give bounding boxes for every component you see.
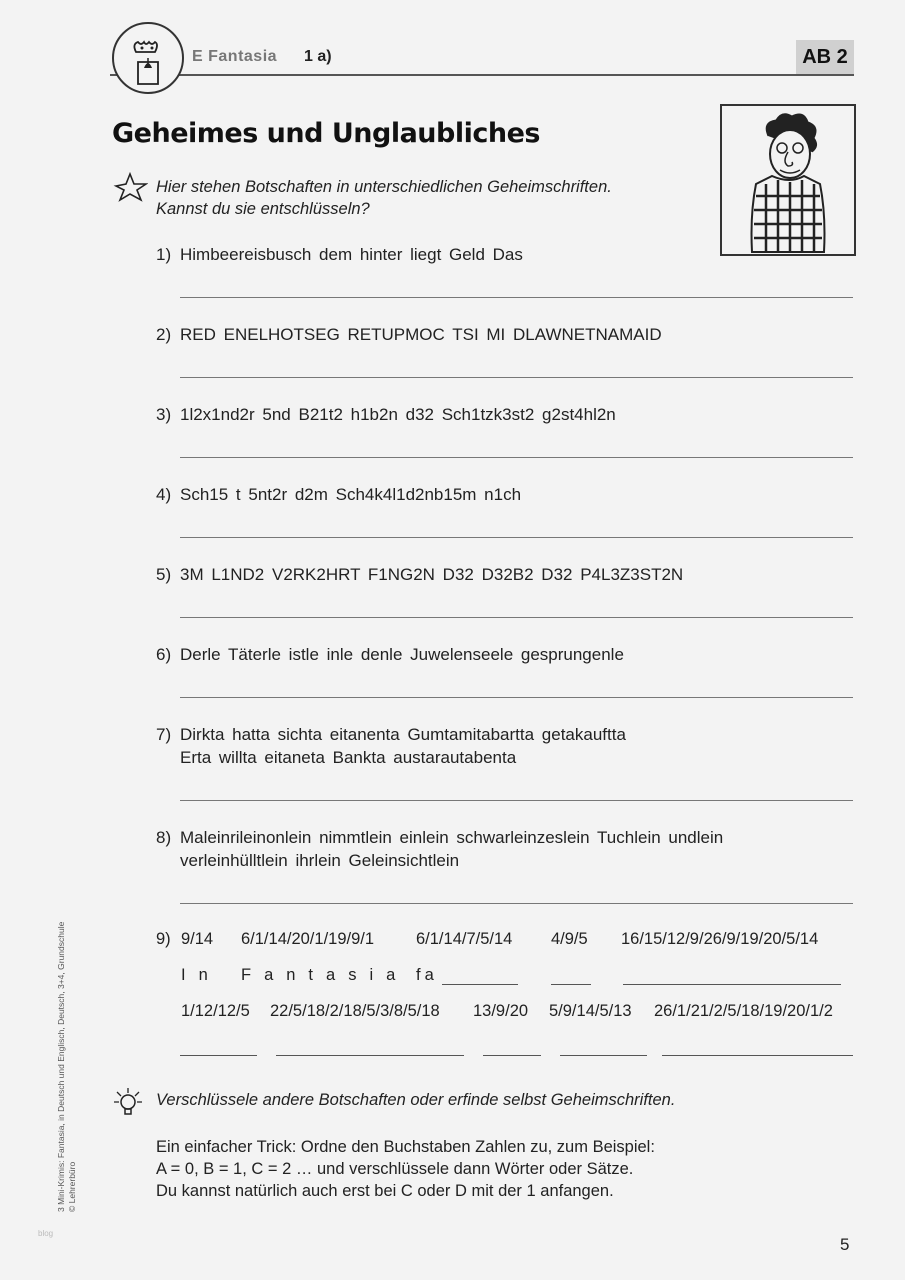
watermark: blog [38, 1229, 54, 1238]
item-9-blank[interactable] [442, 984, 518, 985]
item-number: 2) [156, 325, 172, 344]
exercise-item-4 [156, 483, 521, 506]
item-9-blank[interactable] [483, 1055, 541, 1056]
answer-line-2[interactable] [180, 377, 853, 378]
exercise-item-2 [156, 323, 662, 346]
item-line: 3M L1ND2 V2RK2HRT F1NG2N D32 D32B2 D32 P4L3Z3ST2N [180, 565, 684, 584]
sheet-badge: AB 2 [796, 40, 854, 74]
exercise-item-1 [156, 243, 523, 266]
answer-line-3[interactable] [180, 457, 853, 458]
item-9-answer-word: Fantasia [241, 966, 409, 984]
trick-line-1: Ein einfacher Trick: Ordne den Buchstaben Zahlen zu, zum Beispiel: [156, 1138, 655, 1156]
exercise-item-8 [156, 826, 723, 872]
header-rule [110, 74, 854, 76]
item-9-code: 26/1/21/2/5/18/19/20/1/2 [654, 1002, 833, 1020]
exercise-item-3 [156, 403, 616, 426]
item-9-number: 9) [156, 930, 171, 948]
fantasia-logo [112, 22, 184, 94]
lightbulb-icon [112, 1084, 148, 1125]
item-line: Derle Täterle istle inle denle Juwelenseele gesprungenle [180, 645, 624, 664]
trick-line-2: A = 0, B = 1, C = 2 … und verschlüssele dann Wörter oder Sätze. [156, 1160, 634, 1178]
star-icon [112, 172, 148, 207]
header-subsection: 1 a) [304, 48, 332, 65]
item-9-code: 4/9/5 [551, 930, 588, 948]
answer-line-7[interactable] [180, 800, 853, 801]
item-9-code: 1/12/12/5 [181, 1002, 250, 1020]
task-text: Verschlüssele andere Botschaften oder erfinde selbst Geheimschriften. [156, 1091, 676, 1109]
item-line: Dirkta hatta sichta eitanenta Gumtamitabartta getakauftta [180, 725, 626, 744]
item-line: 1l2x1nd2r 5nd B21t2 h1b2n d32 Sch1tzk3st2 g2st4hl2n [180, 405, 616, 424]
intro-text [156, 176, 612, 220]
portrait-illustration [720, 104, 856, 256]
page-title: Geheimes und Unglaubliches [112, 118, 540, 149]
item-9-code: 6/1/14/20/1/19/9/1 [241, 930, 375, 948]
item-number: 5) [156, 565, 172, 584]
answer-line-4[interactable] [180, 537, 853, 538]
item-9-blank[interactable] [180, 1055, 257, 1056]
item-number: 1) [156, 245, 172, 264]
ghost-crown-icon [114, 24, 182, 92]
trick-text [156, 1136, 655, 1202]
item-9-code: 5/9/14/5/13 [549, 1002, 632, 1020]
item-9-code: 6/1/14/7/5/14 [416, 930, 513, 948]
intro-line-2: Kannst du sie entschlüsseln? [156, 200, 370, 218]
trick-line-3: Du kannst natürlich auch erst bei C oder D mit der 1 anfangen. [156, 1182, 614, 1200]
item-line: RED ENELHOTSEG RETUPMOC TSI MI DLAWNETNAMAID [180, 325, 662, 344]
item-number: 6) [156, 645, 172, 664]
item-9-code: 9/14 [181, 930, 214, 948]
item-number: 7) [156, 725, 172, 744]
item-line: Erta willta eitaneta Bankta austarautabenta [180, 748, 517, 767]
item-number: 4) [156, 485, 172, 504]
item-9-blank[interactable] [276, 1055, 464, 1056]
item-9-code: 16/15/12/9/26/9/19/20/5/14 [621, 930, 819, 948]
item-9-answer-word: fa [416, 966, 438, 984]
item-9-blank[interactable] [560, 1055, 647, 1056]
exercise-item-7 [156, 723, 626, 769]
exercise-item-5 [156, 563, 683, 586]
item-9-blank[interactable] [551, 984, 591, 985]
answer-line-5[interactable] [180, 617, 853, 618]
item-9-code: 22/5/18/2/18/5/3/8/5/18 [270, 1002, 440, 1020]
page-number: 5 [840, 1235, 850, 1254]
intro-line-1: Hier stehen Botschaften in unterschiedlichen Geheimschriften. [156, 178, 612, 196]
item-9-blank[interactable] [623, 984, 841, 985]
item-line: Maleinrileinonlein nimmtlein einlein schwarleinzeslein Tuchlein undlein [180, 828, 724, 847]
answer-line-8[interactable] [180, 903, 853, 904]
item-line: Himbeereisbusch dem hinter liegt Geld Das [180, 245, 523, 264]
item-9-blank[interactable] [662, 1055, 853, 1056]
item-number: 3) [156, 405, 172, 424]
sidebar-line-2: © Lehrerbüro [67, 1161, 77, 1212]
item-line: Sch15 t 5nt2r d2m Sch4k4l1d2nb15m n1ch [180, 485, 522, 504]
sidebar-credit [56, 922, 78, 1212]
item-9-answer-word: In [181, 966, 221, 984]
exercise-item-6 [156, 643, 624, 666]
item-9-code: 13/9/20 [473, 1002, 529, 1020]
header-section: E Fantasia [192, 48, 278, 65]
answer-line-6[interactable] [180, 697, 853, 698]
boy-portrait-icon [722, 106, 854, 254]
sidebar-line-1: 3 Mini-Krimis: Fantasia, in Deutsch und Englisch, Deutsch, 3+4, Grundschule [56, 921, 66, 1212]
item-number: 8) [156, 828, 172, 847]
item-line: verleinhülltlein ihrlein Geleinsichtlein [180, 851, 460, 870]
answer-line-1[interactable] [180, 297, 853, 298]
